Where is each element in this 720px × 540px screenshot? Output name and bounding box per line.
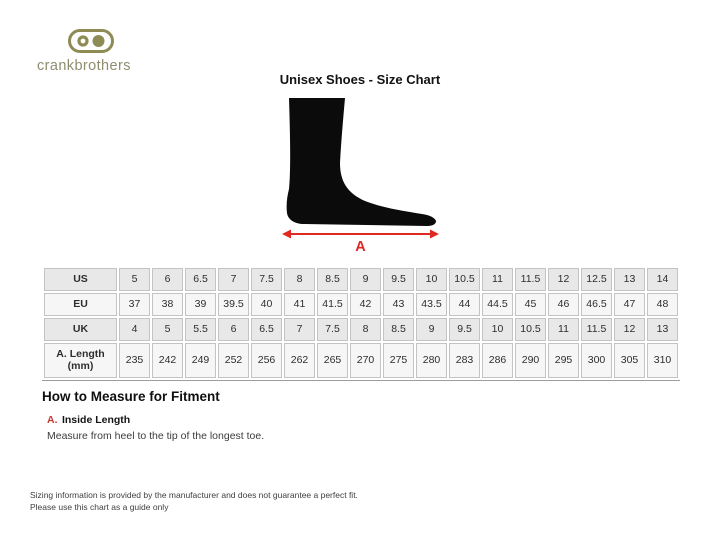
size-cell: 46.5 — [581, 293, 612, 316]
size-cell: 46 — [548, 293, 579, 316]
size-cell: 38 — [152, 293, 183, 316]
size-cell: 43.5 — [416, 293, 447, 316]
measurement-label: A — [355, 239, 366, 255]
size-cell: 9.5 — [449, 318, 480, 341]
size-cell: 252 — [218, 343, 249, 378]
page-title: Unisex Shoes - Size Chart — [279, 72, 441, 87]
size-cell: 10.5 — [449, 268, 480, 291]
size-cell: 42 — [350, 293, 381, 316]
size-cell: 249 — [185, 343, 216, 378]
size-cell: 5 — [119, 268, 150, 291]
size-table-container — [42, 266, 680, 381]
size-cell: 8 — [350, 318, 381, 341]
size-cell: 39.5 — [218, 293, 249, 316]
size-row — [44, 293, 678, 316]
size-cell: 39 — [185, 293, 216, 316]
size-row — [44, 268, 678, 291]
size-cell: 270 — [350, 343, 381, 378]
size-cell: 286 — [482, 343, 513, 378]
size-cell: 12 — [614, 318, 645, 341]
size-cell: 12.5 — [581, 268, 612, 291]
size-cell: 280 — [416, 343, 447, 378]
footer-disclaimer — [30, 489, 358, 514]
size-cell: 11.5 — [581, 318, 612, 341]
measurement-figure — [280, 93, 460, 263]
size-cell: 48 — [647, 293, 678, 316]
size-cell: 10 — [482, 318, 513, 341]
size-cell: 6.5 — [251, 318, 282, 341]
size-cell: 262 — [284, 343, 315, 378]
size-cell: 8 — [284, 268, 315, 291]
size-cell: 295 — [548, 343, 579, 378]
size-cell: 12 — [548, 268, 579, 291]
size-cell: 44 — [449, 293, 480, 316]
size-cell: 10.5 — [515, 318, 546, 341]
size-cell: 8.5 — [383, 318, 414, 341]
measure-item-name: Inside Length — [61, 414, 131, 426]
size-cell: 10 — [416, 268, 447, 291]
size-cell: 7.5 — [251, 268, 282, 291]
size-cell: 47 — [614, 293, 645, 316]
size-cell: 9 — [350, 268, 381, 291]
size-row-label: EU — [44, 293, 117, 316]
size-cell: 43 — [383, 293, 414, 316]
size-cell: 11 — [548, 318, 579, 341]
size-table — [42, 266, 680, 380]
measurement-arrow — [282, 230, 439, 239]
size-cell: 305 — [614, 343, 645, 378]
size-cell: 11.5 — [515, 268, 546, 291]
size-cell: 275 — [383, 343, 414, 378]
size-cell: 235 — [119, 343, 150, 378]
size-cell: 14 — [647, 268, 678, 291]
size-cell: 256 — [251, 343, 282, 378]
size-row — [44, 343, 678, 378]
size-cell: 6 — [218, 318, 249, 341]
measure-item-description: Measure from heel to the tip of the longest toe. — [47, 430, 265, 442]
size-cell: 45 — [515, 293, 546, 316]
size-cell: 7 — [218, 268, 249, 291]
brand-name: crankbrothers — [37, 58, 131, 74]
footer-disclaimer-line1: Sizing information is provided by the manufacturer and does not guarantee a perfect fit. — [30, 490, 358, 500]
size-cell: 9 — [416, 318, 447, 341]
footer-disclaimer-line2: Please use this chart as a guide only — [30, 502, 169, 513]
size-cell: 8.5 — [317, 268, 348, 291]
measure-item — [47, 410, 264, 442]
crankbrothers-pedal-icon — [67, 27, 115, 55]
size-cell: 5 — [152, 318, 183, 341]
size-row — [44, 318, 678, 341]
size-cell: 7.5 — [317, 318, 348, 341]
size-cell: 310 — [647, 343, 678, 378]
measure-item-key: A. — [47, 414, 58, 426]
size-cell: 11 — [482, 268, 513, 291]
size-cell: 37 — [119, 293, 150, 316]
size-cell: 300 — [581, 343, 612, 378]
size-row-label: US — [44, 268, 117, 291]
size-cell: 9.5 — [383, 268, 414, 291]
size-cell: 5.5 — [185, 318, 216, 341]
size-cell: 4 — [119, 318, 150, 341]
size-cell: 41.5 — [317, 293, 348, 316]
size-cell: 6 — [152, 268, 183, 291]
size-cell: 6.5 — [185, 268, 216, 291]
size-row-label: UK — [44, 318, 117, 341]
size-cell: 242 — [152, 343, 183, 378]
size-row-label: A. Length (mm) — [44, 343, 117, 378]
size-cell: 7 — [284, 318, 315, 341]
size-cell: 265 — [317, 343, 348, 378]
size-cell: 283 — [449, 343, 480, 378]
brand-logo — [37, 27, 131, 74]
measure-heading: How to Measure for Fitment — [42, 389, 220, 404]
size-cell: 13 — [647, 318, 678, 341]
foot-silhouette-icon — [280, 93, 460, 263]
size-cell: 40 — [251, 293, 282, 316]
size-cell: 44.5 — [482, 293, 513, 316]
size-cell: 290 — [515, 343, 546, 378]
size-cell: 13 — [614, 268, 645, 291]
size-cell: 41 — [284, 293, 315, 316]
